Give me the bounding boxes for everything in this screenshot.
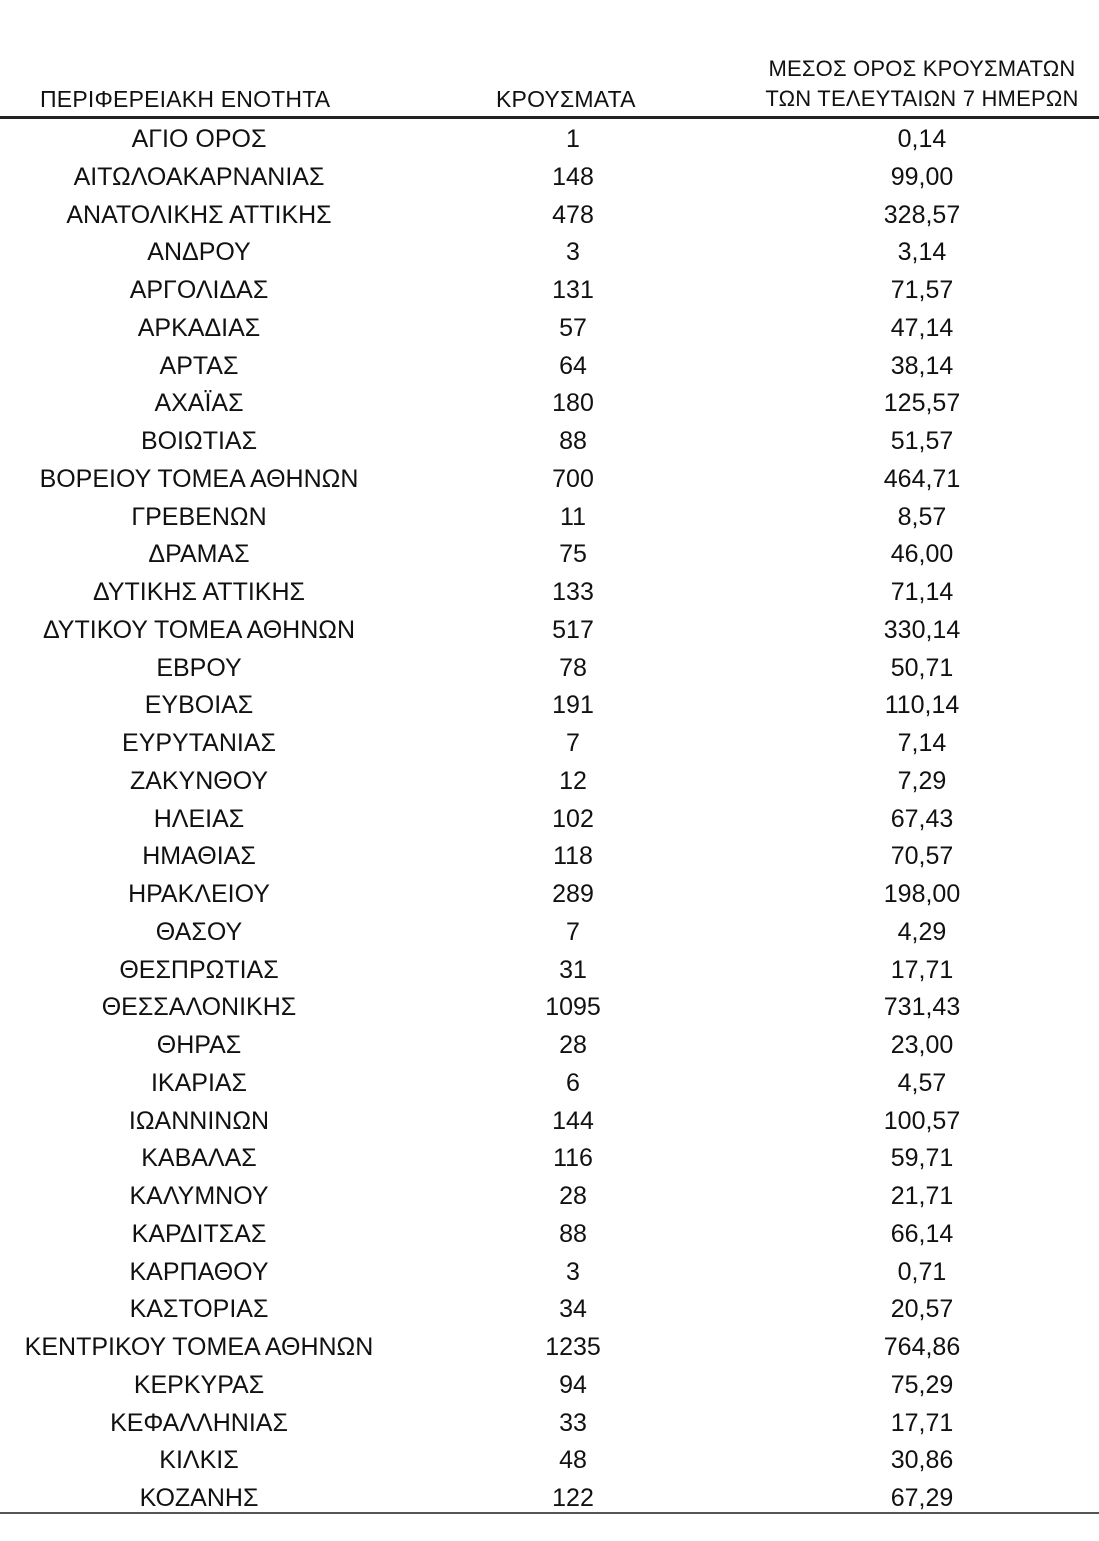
- cases-cell: 478: [552, 200, 594, 229]
- seven-day-average-cell: 70,57: [890, 842, 954, 871]
- cases-cell: 191: [552, 691, 594, 720]
- seven-day-average-cell: 71,14: [890, 578, 954, 606]
- region-cell: ΚΑΛΥΜΝΟΥ: [129, 1182, 269, 1210]
- cases-cell: 1: [566, 125, 580, 153]
- region-cell: ΙΩΑΝΝΙΝΩΝ: [128, 1106, 270, 1135]
- region-cell: ΘΕΣΣΑΛΟΝΙΚΗΣ: [101, 993, 297, 1022]
- seven-day-average-cell: 125,57: [883, 389, 961, 418]
- cases-cell: 7: [566, 729, 580, 757]
- region-cell: ΔΥΤΙΚΗΣ ΑΤΤΙΚΗΣ: [93, 578, 305, 606]
- cases-cell: 1095: [545, 993, 601, 1022]
- table-row: [0, 914, 1099, 952]
- seven-day-average-cell: 17,71: [890, 955, 954, 984]
- region-cell: ΒΟΙΩΤΙΑΣ: [140, 427, 258, 455]
- seven-day-average-cell: 20,57: [890, 1295, 954, 1324]
- seven-day-average-cell: 75,29: [890, 1370, 954, 1399]
- cases-cell: 102: [552, 804, 594, 833]
- cases-cell: 3: [566, 238, 580, 267]
- column-header-cases: ΚΡΟΥΣΜΑΤΑ: [496, 86, 636, 112]
- seven-day-average-cell: 0,14: [897, 125, 947, 153]
- cases-cell: 517: [552, 615, 594, 644]
- table-row: [0, 838, 1099, 876]
- table-row: [0, 121, 1099, 159]
- region-cell: ΚΑΡΠΑΘΟΥ: [129, 1257, 269, 1286]
- cases-cell: 700: [552, 464, 594, 493]
- column-header-average-line1: ΜΕΣΟΣ ΟΡΟΣ ΚΡΟΥΣΜΑΤΩΝ: [768, 56, 1076, 81]
- region-cell: ΖΑΚΥΝΘΟΥ: [129, 766, 269, 795]
- region-cell: ΑΓΙΟ ΟΡΟΣ: [131, 125, 267, 153]
- seven-day-average-cell: 100,57: [883, 1106, 961, 1135]
- table-row: [0, 763, 1099, 801]
- region-cell: ΑΡΚΑΔΙΑΣ: [137, 313, 261, 342]
- cases-cell: 180: [552, 389, 594, 418]
- seven-day-average-cell: 23,00: [890, 1031, 954, 1059]
- table-row: [0, 1216, 1099, 1254]
- cases-cell: 88: [559, 1219, 587, 1248]
- cases-cell: 118: [553, 842, 593, 871]
- seven-day-average-cell: 50,71: [890, 653, 954, 682]
- seven-day-average-cell: 71,57: [890, 276, 954, 304]
- table-row: [0, 1291, 1099, 1329]
- seven-day-average-cell: 46,00: [890, 540, 954, 569]
- seven-day-average-cell: 99,00: [890, 162, 954, 191]
- region-cell: ΚΑΒΑΛΑΣ: [141, 1144, 257, 1173]
- table-row: [0, 1027, 1099, 1065]
- table-row: [0, 423, 1099, 461]
- cases-cell: 133: [552, 578, 594, 606]
- seven-day-average-cell: 198,00: [883, 880, 961, 908]
- region-cell: ΚΕΡΚΥΡΑΣ: [133, 1370, 265, 1399]
- region-cell: ΒΟΡΕΙΟΥ ΤΟΜΕΑ ΑΘΗΝΩΝ: [39, 464, 359, 493]
- cases-cell: 1235: [545, 1333, 601, 1361]
- region-cell: ΔΡΑΜΑΣ: [148, 540, 250, 569]
- table-row: [0, 1140, 1099, 1178]
- cases-cell: 148: [552, 162, 594, 191]
- region-cell: ΚΕΦΑΛΛΗΝΙΑΣ: [110, 1408, 288, 1437]
- table-row: [0, 536, 1099, 574]
- region-cell: ΑΡΤΑΣ: [159, 351, 239, 380]
- table-row: [0, 385, 1099, 423]
- region-cell: ΚΟΖΑΝΗΣ: [139, 1484, 259, 1512]
- seven-day-average-cell: 21,71: [890, 1182, 954, 1210]
- seven-day-average-cell: 38,14: [890, 351, 954, 380]
- region-cell: ΗΜΑΘΙΑΣ: [142, 842, 256, 871]
- table-row: [0, 234, 1099, 272]
- region-cell: ΙΚΑΡΙΑΣ: [150, 1068, 248, 1097]
- table-row: [0, 1442, 1099, 1480]
- region-cell: ΕΥΡΥΤΑΝΙΑΣ: [122, 729, 276, 757]
- cases-cell: 78: [559, 653, 587, 682]
- seven-day-average-cell: 7,29: [897, 766, 947, 795]
- region-cell: ΓΡΕΒΕΝΩΝ: [131, 502, 267, 531]
- table-row: [0, 687, 1099, 725]
- region-cell: ΚΕΝΤΡΙΚΟΥ ΤΟΜΕΑ ΑΘΗΝΩΝ: [24, 1333, 374, 1361]
- cases-cell: 7: [566, 917, 580, 946]
- region-cell: ΑΧΑΪΑΣ: [154, 389, 244, 418]
- table-row: [0, 876, 1099, 914]
- cases-cell: 144: [552, 1106, 594, 1135]
- region-cell: ΑΡΓΟΛΙΔΑΣ: [129, 276, 269, 304]
- seven-day-average-cell: 17,71: [890, 1408, 954, 1437]
- table-body: [0, 121, 1099, 1518]
- seven-day-average-cell: 30,86: [890, 1446, 954, 1475]
- region-cell: ΑΙΤΩΛΟΑΚΑΡΝΑΝΙΑΣ: [73, 162, 325, 191]
- seven-day-average-cell: 731,43: [883, 993, 961, 1022]
- seven-day-average-cell: 7,14: [897, 729, 947, 757]
- seven-day-average-cell: 4,57: [897, 1068, 947, 1097]
- seven-day-average-cell: 67,29: [890, 1484, 954, 1512]
- table-row: [0, 725, 1099, 763]
- seven-day-average-cell: 8,57: [897, 502, 947, 531]
- seven-day-average-cell: 464,71: [883, 464, 961, 493]
- seven-day-average-cell: 328,57: [883, 200, 961, 229]
- table-row: [0, 272, 1099, 310]
- seven-day-average-cell: 47,14: [890, 313, 954, 342]
- table-bottom-divider: [0, 1512, 1099, 1514]
- region-cell: ΑΝΑΤΟΛΙΚΗΣ ΑΤΤΙΚΗΣ: [66, 200, 332, 229]
- cases-cell: 31: [559, 955, 587, 984]
- table-row: [0, 348, 1099, 386]
- cases-cell: 48: [559, 1446, 587, 1475]
- table-row: [0, 159, 1099, 197]
- seven-day-average-cell: 51,57: [890, 427, 954, 455]
- seven-day-average-cell: 330,14: [883, 615, 961, 644]
- seven-day-average-cell: 0,71: [897, 1257, 947, 1286]
- region-cell: ΚΑΣΤΟΡΙΑΣ: [129, 1295, 269, 1324]
- table-row: [0, 310, 1099, 348]
- column-header-average-line2: ΤΩΝ ΤΕΛΕΥΤΑΙΩΝ 7 ΗΜΕΡΩΝ: [765, 86, 1079, 111]
- table-row: [0, 499, 1099, 537]
- table-row: [0, 1329, 1099, 1367]
- cases-cell: 88: [559, 427, 587, 455]
- cases-cell: 64: [559, 351, 587, 380]
- table-row: [0, 461, 1099, 499]
- seven-day-average-cell: 59,71: [890, 1144, 954, 1173]
- cases-cell: 28: [559, 1031, 587, 1059]
- column-header-region: ΠΕΡΙΦΕΡΕΙΑΚΗ ΕΝΟΤΗΤΑ: [40, 86, 331, 112]
- header-divider: [0, 116, 1099, 119]
- region-cell: ΕΥΒΟΙΑΣ: [144, 691, 254, 720]
- cases-cell: 33: [559, 1408, 587, 1437]
- cases-cell: 6: [566, 1068, 580, 1097]
- table-row: [0, 952, 1099, 990]
- region-cell: ΔΥΤΙΚΟΥ ΤΟΜΕΑ ΑΘΗΝΩΝ: [42, 615, 356, 644]
- table-row: [0, 801, 1099, 839]
- table-row: [0, 1103, 1099, 1141]
- region-cell: ΕΒΡΟΥ: [156, 653, 242, 682]
- cases-cell: 289: [552, 880, 594, 908]
- cases-cell: 75: [559, 540, 587, 569]
- table-row: [0, 650, 1099, 688]
- cases-cell: 122: [552, 1484, 594, 1512]
- cases-cell: 28: [559, 1182, 587, 1210]
- cases-cell: 116: [553, 1144, 593, 1173]
- region-cell: ΚΑΡΔΙΤΣΑΣ: [131, 1219, 267, 1248]
- seven-day-average-cell: 4,29: [897, 917, 947, 946]
- cases-cell: 131: [552, 276, 594, 304]
- cases-cell: 34: [559, 1295, 587, 1324]
- region-cell: ΗΛΕΙΑΣ: [153, 804, 245, 833]
- region-cell: ΗΡΑΚΛΕΙΟΥ: [128, 880, 270, 908]
- region-cell: ΘΑΣΟΥ: [155, 917, 243, 946]
- region-cell: ΘΕΣΠΡΩΤΙΑΣ: [119, 955, 279, 984]
- table-row: [0, 1065, 1099, 1103]
- region-cell: ΚΙΛΚΙΣ: [159, 1446, 239, 1475]
- table-header: [0, 50, 1099, 116]
- cases-cell: 3: [566, 1257, 580, 1286]
- seven-day-average-cell: 66,14: [890, 1219, 954, 1248]
- cases-cell: 57: [559, 313, 587, 342]
- table-row: [0, 1254, 1099, 1292]
- region-cell: ΑΝΔΡΟΥ: [147, 238, 251, 267]
- seven-day-average-cell: 3,14: [897, 238, 947, 267]
- table-row: [0, 612, 1099, 650]
- seven-day-average-cell: 67,43: [890, 804, 954, 833]
- table-row: [0, 989, 1099, 1027]
- table-row: [0, 574, 1099, 612]
- cases-cell: 11: [560, 502, 586, 531]
- table-row: [0, 197, 1099, 235]
- table-row: [0, 1367, 1099, 1405]
- cases-cell: 12: [559, 766, 587, 795]
- table-row: [0, 1178, 1099, 1216]
- seven-day-average-cell: 764,86: [883, 1333, 961, 1361]
- column-header-seven-day-average: [744, 54, 1099, 114]
- seven-day-average-cell: 110,14: [884, 691, 960, 720]
- table-row: [0, 1405, 1099, 1443]
- cases-cell: 94: [559, 1370, 587, 1399]
- region-cell: ΘΗΡΑΣ: [156, 1031, 242, 1059]
